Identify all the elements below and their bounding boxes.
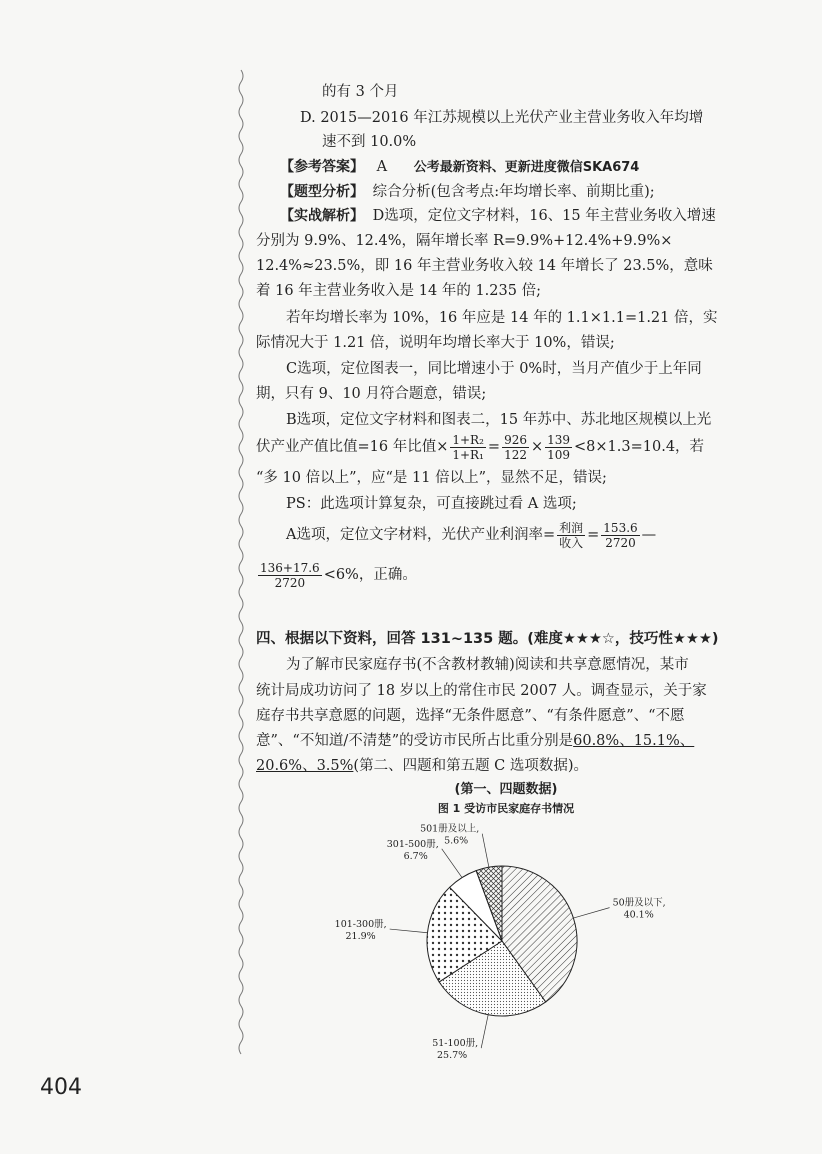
fraction-growth-num: 1+R₂ bbox=[452, 432, 484, 447]
p4-line1: B选项，定位文字材料和图表二，15 年苏中、苏北地区规模以上光 bbox=[286, 412, 712, 428]
slice-label-3: 101-300册, bbox=[334, 919, 387, 931]
p5-line2-end: <6%，正确。 bbox=[323, 567, 417, 583]
p4-line2 bbox=[256, 432, 756, 462]
p4-equals: = bbox=[487, 439, 501, 455]
slice-label-2: 51-100册, bbox=[432, 1038, 479, 1050]
fraction-profit-num: 利润 bbox=[559, 520, 584, 535]
leader-line-2 bbox=[481, 1015, 488, 1048]
intro-line3: 庭存书共享意愿的问题，选择“无条件愿意”、“有条件愿意”、“不愿 bbox=[256, 708, 685, 724]
analysis-line4: 着 16 年主营业务收入是 14 年的 1.235 倍; bbox=[256, 283, 541, 299]
intro-line5-end: (第二、四题和第五题 C 选项数据)。 bbox=[353, 758, 589, 774]
leader-line-4 bbox=[442, 849, 462, 878]
slice-label-1: 50册及以下, bbox=[612, 897, 666, 909]
p4-line2-end: <8×1.3=10.4，若 bbox=[574, 439, 705, 455]
p3-line2: 期，只有 9、10 月符合题意，错误; bbox=[256, 386, 487, 402]
slice-value-5: 5.6% bbox=[444, 835, 469, 847]
leader-line-1 bbox=[573, 908, 609, 918]
leader-line-3 bbox=[390, 929, 428, 933]
p5-dash: — bbox=[641, 527, 657, 543]
analysis-line3: 12.4%≈23.5%，即 16 年主营业务收入较 14 年增长了 23.5%，意味 bbox=[256, 258, 713, 274]
margin-wavy-line bbox=[236, 70, 246, 1060]
intro-line5 bbox=[256, 754, 756, 778]
p5-line1 bbox=[286, 520, 786, 550]
fraction-926-num: 926 bbox=[504, 432, 527, 447]
ps-line: PS：此选项计算复杂，可直接跳过看 A 选项; bbox=[286, 496, 577, 512]
intro-line4-values: 60.8%、15.1%、 bbox=[573, 733, 695, 749]
analysis-row bbox=[280, 204, 780, 228]
intro-line4-start: 意”、“不知道/不清楚”的受访市民所占比重分别是 bbox=[256, 733, 574, 749]
option-d-line1: D. 2015—2016 年江苏规模以上光伏产业主营业务收入年均增 bbox=[300, 110, 704, 126]
p4-times: × bbox=[530, 439, 544, 455]
slice-label-5: 501册及以上, bbox=[420, 823, 480, 835]
analysis-line2: 分别为 9.9%、12.4%，隔年增长率 R=9.9%+12.4%+9.9%× bbox=[256, 233, 673, 249]
option-c-tail: 的有 3 个月 bbox=[322, 84, 399, 100]
type-value: 综合分析(包含考点:年均增长率、前期比重); bbox=[372, 184, 655, 200]
p5-line1-start: A选项，定位文字材料，光伏产业利润率= bbox=[286, 527, 556, 543]
type-row bbox=[280, 180, 780, 204]
answer-value: A bbox=[376, 159, 388, 175]
p3-line1: C选项，定位图表一，同比增速小于 0%时，当月产值少于上年同 bbox=[286, 361, 702, 377]
fraction-139-den: 109 bbox=[547, 447, 571, 462]
slice-value-4: 6.7% bbox=[403, 850, 428, 862]
fraction-profit bbox=[557, 521, 585, 550]
page-number: 404 bbox=[40, 1075, 82, 1100]
answer-note: 公考最新资料、更新进度微信SKA674 bbox=[413, 160, 640, 175]
data-title: (第一、四题数据) bbox=[454, 782, 558, 797]
fraction-153 bbox=[601, 521, 639, 550]
analysis-line1: D选项，定位文字材料，16、15 年主营业务收入增速 bbox=[372, 208, 716, 224]
slice-value-3: 21.9% bbox=[345, 931, 376, 943]
fraction-153-num: 153.6 bbox=[603, 520, 638, 535]
fraction-153-den: 2720 bbox=[605, 535, 636, 550]
fraction-926 bbox=[502, 433, 529, 462]
leader-line-5 bbox=[482, 834, 489, 867]
chart-title: 图 1 受访市民家庭存书情况 bbox=[437, 802, 575, 815]
intro-line4 bbox=[256, 729, 756, 753]
pie-chart bbox=[256, 796, 756, 1062]
intro-line2: 统计局成功访问了 18 岁以上的常住市民 2007 人。调查显示，关于家 bbox=[256, 683, 707, 699]
p2-line1: 若年均增长率为 10%，16 年应是 14 年的 1.1×1.1=1.21 倍，实 bbox=[286, 310, 718, 326]
fraction-growth-den: 1+R₁ bbox=[452, 447, 484, 462]
fraction-profit-den: 收入 bbox=[559, 535, 584, 550]
answer-row bbox=[280, 155, 780, 180]
p4-line2-start: 伏产业产值比值=16 年比值× bbox=[256, 439, 449, 455]
fraction-growth bbox=[450, 433, 486, 462]
p2-line2: 际情况大于 1.21 倍，说明年均增长率大于 10%，错误; bbox=[256, 335, 615, 351]
fraction-139 bbox=[545, 433, 572, 462]
intro-line1: 为了解市民家庭存书(不含教材教辅)阅读和共享意愿情况，某市 bbox=[286, 657, 689, 673]
p4-line3: “多 10 倍以上”，应“是 11 倍以上”，显然不足，错误; bbox=[256, 470, 607, 486]
analysis-label: 【实战解析】 bbox=[280, 208, 364, 224]
fraction-926-den: 122 bbox=[504, 447, 527, 462]
slice-value-1: 40.1% bbox=[623, 909, 654, 921]
slice-value-2: 25.7% bbox=[436, 1050, 468, 1062]
section-title: 四、根据以下资料，回答 131~135 题。(难度★★★☆，技巧性★★★) bbox=[256, 631, 719, 647]
type-label: 【题型分析】 bbox=[280, 184, 364, 200]
slice-label-4: 301-500册, bbox=[386, 838, 439, 850]
p5-equals: = bbox=[587, 527, 600, 543]
fraction-136-den: 2720 bbox=[274, 575, 306, 590]
intro-line5-values: 20.6%、3.5% bbox=[256, 758, 354, 774]
fraction-139-num: 139 bbox=[547, 432, 571, 447]
option-d-line2: 速不到 10.0% bbox=[322, 134, 417, 150]
fraction-136-num: 136+17.6 bbox=[260, 560, 320, 575]
answer-label: 【参考答案】 bbox=[280, 159, 364, 175]
fraction-136 bbox=[258, 561, 322, 590]
p5-line2 bbox=[256, 560, 756, 590]
